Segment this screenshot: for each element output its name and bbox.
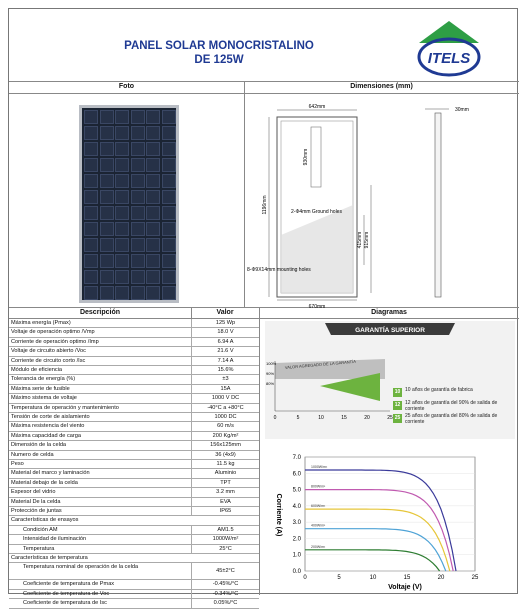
panel-cell xyxy=(100,206,114,220)
chart-ylabel: Corriente (A) xyxy=(275,493,282,537)
warranty-xtick: 5 xyxy=(296,415,300,421)
spec-row xyxy=(9,535,259,544)
panel-cell xyxy=(162,222,176,236)
panel-cell xyxy=(115,142,129,156)
spec-row xyxy=(9,563,259,580)
spec-row xyxy=(9,319,259,328)
panel-cell xyxy=(162,286,176,300)
panel-cell xyxy=(131,142,145,156)
panel-cell xyxy=(131,110,145,124)
warranty-diagram xyxy=(265,321,515,439)
iv-curve-chart xyxy=(265,447,515,593)
chart-ytick: 3.0 xyxy=(292,520,301,527)
spec-row xyxy=(9,590,259,599)
spec-row xyxy=(9,366,259,375)
spec-value: 6.94 A xyxy=(191,338,259,347)
panel-cell xyxy=(131,238,145,252)
spec-description: Protección de juntas xyxy=(11,508,62,514)
warranty-legend-text: 25 años de garantía del 80% de salida de corriente xyxy=(405,413,498,425)
spec-value: 15.6% xyxy=(191,366,259,375)
chart-xtick: 15 xyxy=(403,575,411,581)
panel-cell xyxy=(115,238,129,252)
header-description: Descripción xyxy=(79,309,121,316)
chart-series-label: 800W/m² xyxy=(311,484,326,489)
panel-cell xyxy=(146,222,160,236)
chart-ytick: 4.0 xyxy=(292,503,301,510)
spec-description: Máxima serie de fusible xyxy=(11,385,70,392)
spec-value: IP65 xyxy=(191,507,259,516)
dim-width: 642mm xyxy=(308,104,326,110)
spec-row xyxy=(9,328,259,337)
spec-description: Máximo sistema de voltaje xyxy=(11,395,77,402)
spec-row xyxy=(9,507,259,516)
spec-value: 7.14 A xyxy=(191,357,259,366)
spec-description: Módulo de eficiencia xyxy=(11,367,62,373)
chart-xtick: 0 xyxy=(303,575,307,581)
warranty-badge: 25 xyxy=(394,415,401,421)
spec-row xyxy=(9,413,259,422)
panel-cell xyxy=(146,190,160,204)
spec-row xyxy=(9,580,259,589)
panel-cell xyxy=(115,206,129,220)
chart-ytick: 6.0 xyxy=(292,471,301,478)
panel-cell xyxy=(146,254,160,268)
spec-row xyxy=(9,394,259,403)
panel-cell xyxy=(162,254,176,268)
panel-cell xyxy=(100,190,114,204)
panel-cell xyxy=(162,158,176,172)
spec-row xyxy=(9,460,259,469)
warranty-legend-item xyxy=(393,400,513,413)
panel-cell xyxy=(146,110,160,124)
datasheet xyxy=(8,8,518,607)
warranty-title: GARANTÍA SUPERIOR xyxy=(355,327,425,334)
spec-description: Tolerancia de energía (%) xyxy=(11,376,76,383)
header-diagrams: Diagramas xyxy=(371,309,407,316)
panel-cell xyxy=(146,286,160,300)
panel-cell xyxy=(100,110,114,124)
spec-row xyxy=(9,599,259,608)
spec-description: Corriente de circuito corto /Isc xyxy=(11,357,86,364)
panel-cell xyxy=(162,238,176,252)
spec-description: Voltaje de circuito abierto /Voc xyxy=(11,348,86,355)
panel-cell xyxy=(84,142,98,156)
panel-cell xyxy=(131,174,145,188)
page-title xyxy=(69,39,369,67)
panel-cell xyxy=(115,270,129,284)
spec-row xyxy=(9,488,259,497)
panel-cell xyxy=(146,142,160,156)
spec-value: 156x125mm xyxy=(191,441,259,450)
warranty-legend-text: 10 años de garantía de fabrica xyxy=(405,387,473,393)
chart-series-label: 400W/m² xyxy=(311,523,326,528)
spec-description: Dimensión de la celda xyxy=(11,442,67,449)
warranty-ytick: 100% xyxy=(266,361,277,366)
panel-cell xyxy=(146,158,160,172)
panel-cell xyxy=(115,174,129,188)
chart-ytick: 7.0 xyxy=(292,455,301,461)
panel-cell xyxy=(84,238,98,252)
spec-description: Material del marco y laminación xyxy=(11,470,90,477)
panel-cell xyxy=(115,110,129,124)
chart-ytick: 5.0 xyxy=(292,487,301,494)
spec-description: Temperatura xyxy=(23,545,55,552)
warranty-xtick: 25 xyxy=(387,415,393,421)
panel-cell xyxy=(131,270,145,284)
spec-value: -40°C a +80°C xyxy=(191,404,259,413)
spec-description: Peso xyxy=(11,461,24,467)
panel-cell xyxy=(162,174,176,188)
warranty-badge: 12 xyxy=(394,402,401,408)
spec-row xyxy=(9,441,259,450)
chart-xtick: 20 xyxy=(437,575,445,581)
spec-description: Coeficiente de temperatura de Isc xyxy=(23,600,107,607)
spec-row xyxy=(9,375,259,384)
spec-description: Máxima energía (Pmax) xyxy=(11,320,71,326)
panel-cell xyxy=(84,174,98,188)
spec-row xyxy=(9,498,259,507)
panel-cell xyxy=(146,238,160,252)
spec-description: Voltaje de operación optimo /Vmp xyxy=(11,329,95,336)
spec-row xyxy=(9,479,259,488)
panel-cell xyxy=(162,142,176,156)
spec-row xyxy=(9,451,259,460)
dim-ground-holes: 2-Φ4mm Ground holes xyxy=(291,209,342,215)
panel-cell xyxy=(100,270,114,284)
dim-frame: 30mm xyxy=(455,107,469,113)
panel-cell xyxy=(162,126,176,140)
panel-cell xyxy=(84,190,98,204)
spec-description: Coeficiente de temperatura de Voc xyxy=(23,590,110,597)
chart-ytick: 2.0 xyxy=(292,536,301,543)
dim-side2: 915mm xyxy=(364,231,370,249)
chart-xtick: 25 xyxy=(471,575,479,581)
spec-description: Material debajo de la celda xyxy=(11,479,78,486)
spec-value: AM1.5 xyxy=(191,526,259,535)
warranty-band: VALOR AGREGADO DE LA GARANTÍA xyxy=(284,358,357,370)
solar-panel-photo xyxy=(79,105,179,303)
title-line-2: DE 125W xyxy=(194,54,244,66)
warranty-xtick: 0 xyxy=(273,415,277,421)
chart-series-label: 600W/m² xyxy=(311,504,326,509)
panel-cell xyxy=(146,206,160,220)
spec-description: Tensión de corte de aislamiento xyxy=(11,414,90,420)
chart-ytick: 0.0 xyxy=(292,569,301,575)
dim-bottom-width: 670mm xyxy=(308,304,326,310)
warranty-legend-text: 12 años de garantía del 90% de salida de corriente xyxy=(405,400,498,412)
chart-series-label: 1000W/m² xyxy=(311,465,328,470)
panel-cell xyxy=(100,286,114,300)
panel-cell xyxy=(84,206,98,220)
spec-description: Temperatura de operación y mantenimiento xyxy=(11,404,119,411)
panel-cell xyxy=(146,126,160,140)
panel-cell xyxy=(162,206,176,220)
spec-value: TPT xyxy=(191,479,259,488)
panel-cell xyxy=(162,270,176,284)
panel-cell xyxy=(131,190,145,204)
warranty-legend-item xyxy=(393,413,513,426)
spec-description: Características de ensayos xyxy=(11,517,79,524)
spec-value: 18.0 V xyxy=(191,328,259,337)
panel-cell xyxy=(115,286,129,300)
warranty-xtick: 20 xyxy=(364,415,370,421)
dimension-drawing xyxy=(247,95,517,310)
panel-cell xyxy=(131,222,145,236)
panel-cell xyxy=(84,270,98,284)
spec-value: 45±2°C xyxy=(191,563,259,580)
spec-value: 60 m/s xyxy=(191,422,259,431)
warranty-ytick: 80% xyxy=(266,381,275,386)
warranty-ytick: 90% xyxy=(266,371,275,376)
spec-row xyxy=(9,422,259,431)
panel-cell xyxy=(100,158,114,172)
spec-description: Máxima resistencia del viento xyxy=(11,423,85,430)
panel-cell xyxy=(100,174,114,188)
dim-inner: 930mm xyxy=(303,148,309,166)
logo-text: ITELS xyxy=(427,50,471,67)
panel-cell xyxy=(131,286,145,300)
chart-series-label: 200W/m² xyxy=(311,544,326,549)
spec-value: -0.34%/°C xyxy=(191,590,259,599)
panel-cell xyxy=(131,158,145,172)
panel-cell xyxy=(84,254,98,268)
spec-value: Aluminio xyxy=(191,469,259,478)
dim-height: 1196mm xyxy=(262,195,268,215)
spec-value: 25°C xyxy=(191,545,259,554)
title-line-1: PANEL SOLAR MONOCRISTALINO xyxy=(124,40,314,52)
spec-value: -0.45%/°C xyxy=(191,580,259,589)
spec-row xyxy=(9,385,259,394)
spec-description: Espesor del vidrio xyxy=(11,489,56,496)
panel-cell xyxy=(115,254,129,268)
panel-cell xyxy=(84,222,98,236)
panel-cell xyxy=(100,222,114,236)
spec-value: 11.5 kg xyxy=(191,460,259,469)
header-dimensions: Dimensiones (mm) xyxy=(350,83,413,90)
spec-value: EVA xyxy=(191,498,259,507)
spec-row xyxy=(9,545,259,554)
panel-cell xyxy=(100,142,114,156)
panel-cell xyxy=(115,158,129,172)
spec-description: Corriente de operación optimo /Imp xyxy=(11,338,99,345)
panel-cell xyxy=(146,174,160,188)
panel-cell xyxy=(162,190,176,204)
spec-description: Material De la celda xyxy=(11,498,61,505)
panel-cell xyxy=(115,222,129,236)
warranty-xtick: 15 xyxy=(341,415,347,421)
spec-value: 200 Kg/m² xyxy=(191,432,259,441)
spec-description: Máxima capacidad de carga xyxy=(11,432,81,439)
panel-cell xyxy=(131,126,145,140)
warranty-xtick: 10 xyxy=(318,415,324,421)
spec-value: 1000W/m² xyxy=(191,535,259,544)
itels-logo xyxy=(409,19,489,81)
panel-cell xyxy=(100,238,114,252)
spec-row xyxy=(9,516,259,525)
chart-ytick: 1.0 xyxy=(292,552,301,559)
spec-row xyxy=(9,347,259,356)
chart-xlabel: Voltaje (V) xyxy=(388,584,422,591)
dim-side1: 415mm xyxy=(357,231,363,249)
spec-value: 15A xyxy=(191,385,259,394)
warranty-badge: 10 xyxy=(394,389,401,395)
panel-cell xyxy=(84,126,98,140)
spec-description: Condición AM xyxy=(23,526,58,533)
chart-xtick: 10 xyxy=(369,575,377,581)
panel-cell xyxy=(146,270,160,284)
spec-row xyxy=(9,357,259,366)
spec-value: 21.6 V xyxy=(191,347,259,356)
spec-description: Características de temperatura xyxy=(11,555,88,561)
spec-row xyxy=(9,526,259,535)
panel-cell xyxy=(162,110,176,124)
header-photo: Foto xyxy=(118,83,135,90)
panel-cell xyxy=(100,254,114,268)
panel-cell xyxy=(131,254,145,268)
spec-row xyxy=(9,554,259,563)
spec-row xyxy=(9,404,259,413)
spec-row xyxy=(9,338,259,347)
chart-xtick: 5 xyxy=(337,575,341,581)
spec-value: 125 Wp xyxy=(191,319,259,328)
spec-description: Intensidad de iluminación xyxy=(23,536,87,543)
panel-cell xyxy=(100,126,114,140)
panel-cell xyxy=(84,110,98,124)
spec-description: Temperatura nominal de operación de la celda xyxy=(23,564,139,571)
header-value: Valor xyxy=(216,309,234,316)
panel-cell xyxy=(84,158,98,172)
panel-cell xyxy=(131,206,145,220)
spec-description: Numero de celda xyxy=(11,451,54,458)
spec-row xyxy=(9,432,259,441)
warranty-legend-item xyxy=(393,387,513,400)
panel-cell xyxy=(115,190,129,204)
spec-value: 3.2 mm xyxy=(191,488,259,497)
spec-description: Coeficiente de temperatura de Pmax xyxy=(23,581,115,588)
spec-value: ±3 xyxy=(191,375,259,384)
panel-cell xyxy=(115,126,129,140)
panel-cell xyxy=(84,286,98,300)
spec-value: 36 (4x9) xyxy=(191,451,259,460)
spec-value: 0.05%/°C xyxy=(191,599,259,608)
spec-value: 1000 V DC xyxy=(191,394,259,403)
dim-mounting-holes: 8-Φ9X14mm mounting holes xyxy=(247,267,311,273)
spec-value: 1000 DC xyxy=(191,413,259,422)
spec-row xyxy=(9,469,259,478)
